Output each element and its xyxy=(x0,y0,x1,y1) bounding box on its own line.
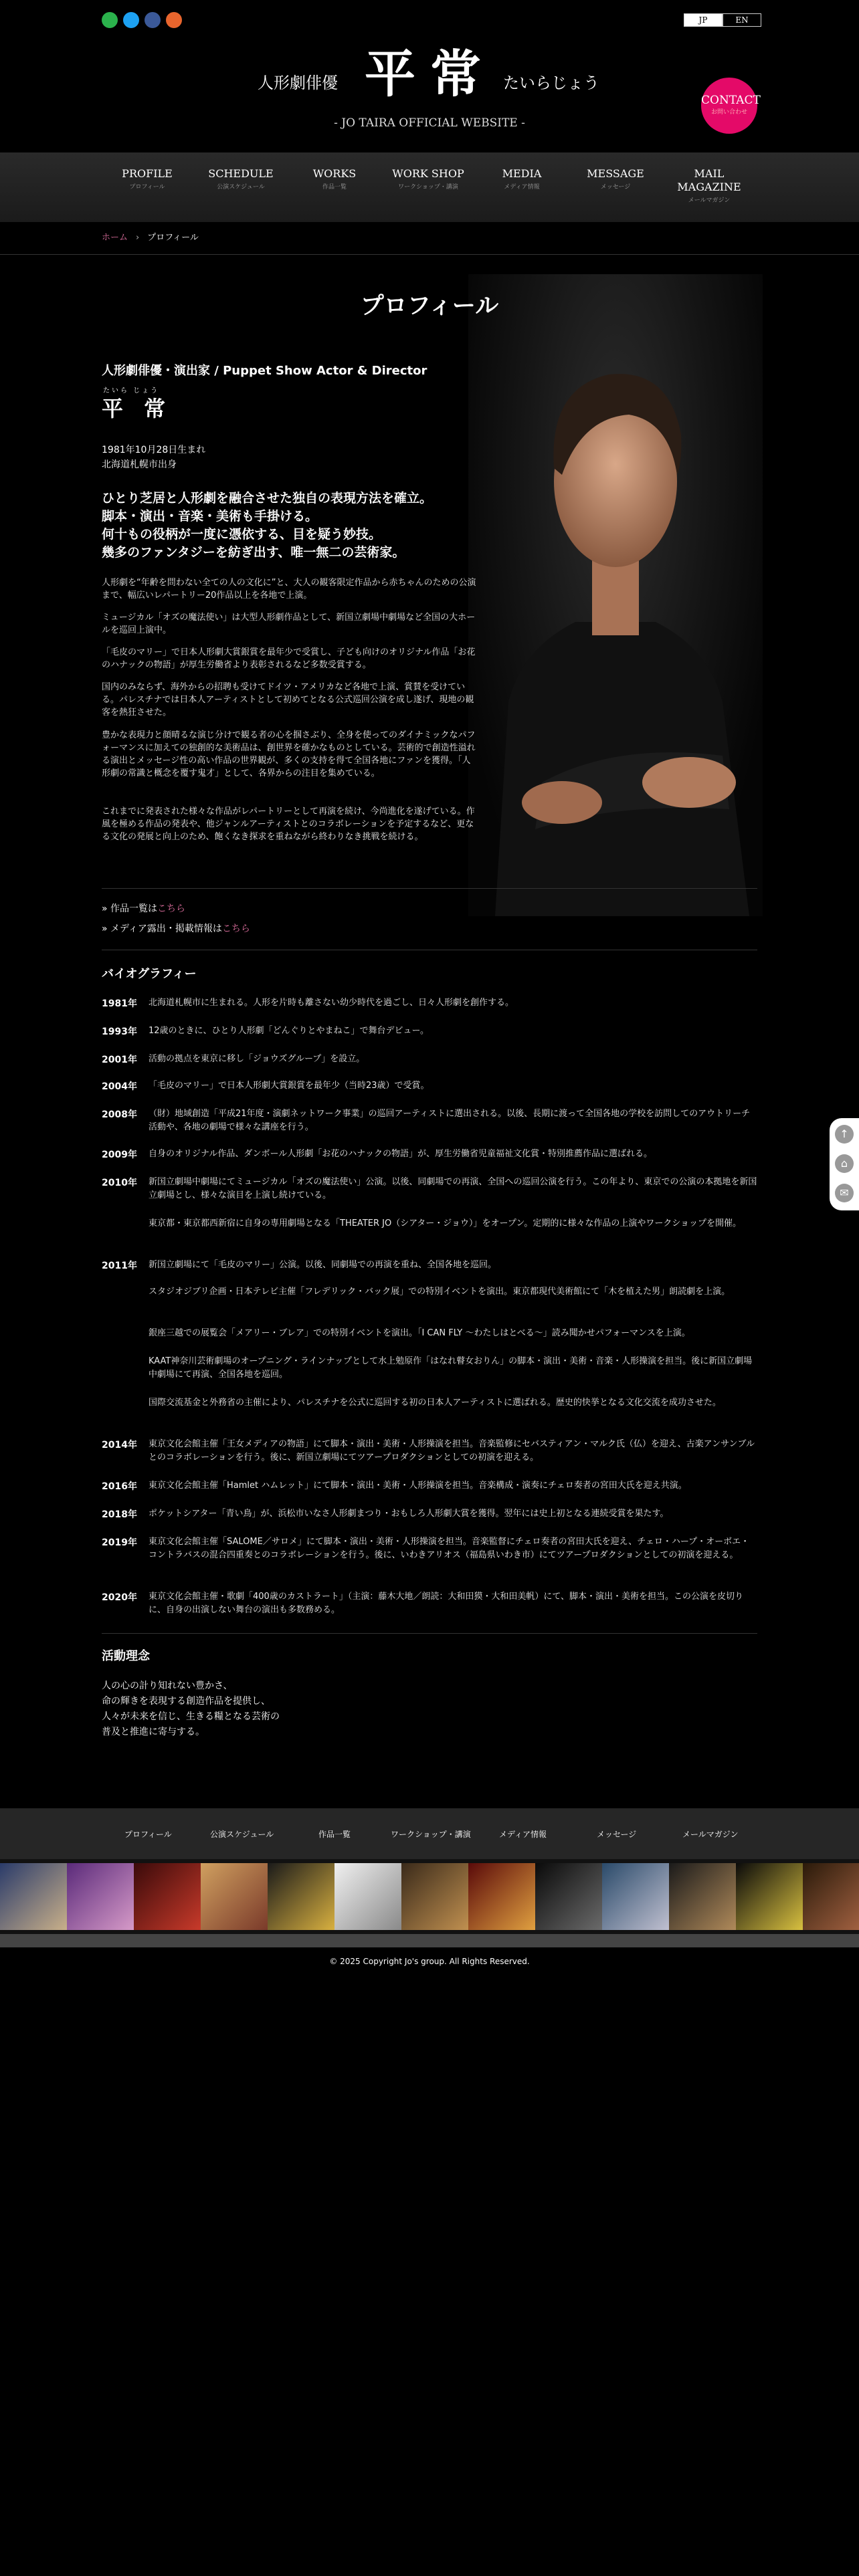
copyright: © 2025 Copyright Jo's group. All Rights Reserved. xyxy=(329,1957,530,1966)
site-header xyxy=(0,0,859,152)
bio-year: 2008年 xyxy=(102,1109,137,1120)
bio-text: 新国立劇場にて「毛皮のマリー」公演。以後、同劇場での再演を重ね、全国各地を巡回。 xyxy=(149,1260,497,1270)
footer-link-works[interactable]: 作品一覧 xyxy=(318,1830,351,1839)
name-ruby: たいら じょう xyxy=(103,387,160,395)
footer-link-media[interactable]: メディア情報 xyxy=(499,1830,547,1839)
contact-label: CONTACT xyxy=(701,94,761,107)
nav-sublabel: メールマガジン xyxy=(688,197,731,204)
gallery-photo xyxy=(335,1863,401,1930)
blog-icon[interactable] xyxy=(166,12,182,28)
bio-year: 1993年 xyxy=(102,1027,137,1037)
gallery-photo xyxy=(268,1863,335,1930)
line-icon[interactable] xyxy=(102,12,118,28)
profile-paragraph: 人形劇を“年齢を問わない全ての人の文化に”と、大人の観客限定作品から赤ちゃんのための公演まで、幅広いレパートリー20作品以上を各地で上演。 xyxy=(102,578,476,601)
footer-divider-bar xyxy=(0,1934,859,1947)
photo-gallery-strip xyxy=(0,1859,859,1934)
bio-text: 東京文化会館主催「SALOME／サロメ」にて脚本・演出・美術・人形操演を担当。音楽監督にチェロ奏者の宮田大氏を迎え、チェロ・ハープ・オーボエ・コントラバスの混合四重奏とのコラボレーションを行う。後に、いわきアリオス（福島県いわき市）にてツアープロダクションとしての初演を迎える。 xyxy=(149,1537,750,1560)
nav-media[interactable] xyxy=(475,167,569,191)
profile-paragraph: 豊かな表現力と顔晴るな演じ分けで観る者の心を掴さぶり、全身を使ってのダイナミックなパフォーマンスに加えての独創的な美術品は、創世界を確かなものとしている。芸術的で創造性溢れる演出とメッセージ性の高い作品の世界観が、多くの支持を得て全国各地にファンを獲得。「人形劇の常識と概念を覆す鬼才」として、各界からの注目を集めている。 xyxy=(102,730,476,778)
biography-title: バイオグラフィー xyxy=(102,967,197,981)
works-link-row xyxy=(102,901,185,915)
bio-text: KAAT神奈川芸術劇場のオープニング・ラインナップとして水上勉原作「はなれ瞽女おりん」の脚本・演出・美術・音楽・人形操演を担当。後に新国立劇場中劇場にて再演、全国各地を巡回。 xyxy=(149,1356,753,1380)
social-links xyxy=(102,12,182,28)
nav-works[interactable] xyxy=(288,167,381,191)
bio-year: 1981年 xyxy=(102,998,137,1009)
divider xyxy=(0,254,859,255)
nav-schedule[interactable] xyxy=(194,167,288,191)
bio-year: 2001年 xyxy=(102,1055,137,1065)
logo-reading: たいらじょう xyxy=(503,74,599,92)
nav-sublabel: メディア情報 xyxy=(504,184,540,191)
bio-text: 12歳のときに、ひとり人形劇「どんぐりとやまねこ」で舞台デビュー。 xyxy=(149,1026,430,1036)
bio-year: 2009年 xyxy=(102,1150,137,1160)
site-tagline: - JO TAIRA OFFICIAL WEBSITE - xyxy=(334,116,525,130)
bio-text: （財）地域創造「平成21年度・演劇ネットワーク事業」の巡回アーティストに選出される。以後、長期に渡って全国各地の学校を訪問してのアウトリーチ活動や、各地の劇場で様々な講座を行う。 xyxy=(149,1109,751,1132)
gallery-photo xyxy=(134,1863,201,1930)
nav-sublabel: メッセージ xyxy=(600,184,631,191)
bio-text: 東京文化会館主催「王女メディアの物語」にて脚本・演出・美術・人形操演を担当。音楽監修にセバスティアン・マルク氏（仏）を迎え、古楽アンサンブルとのコラボレーションを行う。後に、新国立劇場にてツアープロダクションとしての初演を迎える。 xyxy=(149,1439,755,1463)
footer-link-workshop[interactable]: ワークショップ・講演 xyxy=(391,1830,471,1839)
divider xyxy=(102,888,757,889)
profile-birth: 1981年10月28日生まれ 北海道札幌市出身 xyxy=(102,445,206,470)
nav-label: SCHEDULE xyxy=(208,167,274,180)
media-link-row xyxy=(102,922,250,935)
gallery-photo xyxy=(736,1863,803,1930)
global-nav xyxy=(0,152,859,222)
bio-text: 銀座三越での展覧会「メアリー・ブレア」での特別イベントを演出。「I CAN FLY 〜わたしはとべる〜」読み聞かせパフォーマンスを上演。 xyxy=(149,1328,690,1338)
bio-year: 2020年 xyxy=(102,1592,137,1603)
nav-sublabel: 作品一覧 xyxy=(322,184,347,191)
bio-text: 新国立劇場中劇場にてミュージカル「オズの魔法使い」公演。以後、同劇場での再演、全国への巡回公演を行う。この年より、東京での公演の本拠地を新国立劇場とし、様々な演目を上演し続けている。 xyxy=(149,1177,757,1200)
bio-year: 2011年 xyxy=(102,1261,137,1271)
nav-label: WORKS xyxy=(312,167,357,180)
bio-text: 自身のオリジナル作品、ダンボール人形劇「お花のハナックの物語」が、厚生労働省児童福祉文化賞・特別推薦作品に選ばれる。 xyxy=(149,1149,652,1159)
works-link[interactable]: こちら xyxy=(157,903,186,914)
footer-link-schedule[interactable]: 公演スケジュール xyxy=(210,1830,274,1839)
gallery-photo xyxy=(201,1863,268,1930)
contact-button[interactable] xyxy=(701,78,761,134)
media-link[interactable]: こちら xyxy=(221,924,250,934)
logo-subtitle: 人形劇俳優 xyxy=(258,74,338,92)
nav-label: MAIL MAGAZINE xyxy=(677,167,741,193)
profile-paragraph: これまでに発表された様々な作品がレパートリーとして再演を続け、今尚進化を遂げている。作風を極める作品の発表や、他ジャンルアーティストとのコラボレーションを予定するなど、更なる文化の発展と向上のため、飽くなき探求を重ねながら終わりなき挑戦を続ける。 xyxy=(102,807,475,842)
bio-text: スタジオジブリ企画・日本テレビ主催「フレデリック・バック展」での特別イベントを演出。東京都現代美術館にて「木を植えた男」朗読劇を上演。 xyxy=(149,1287,731,1297)
gallery-photo xyxy=(468,1863,535,1930)
side-tools xyxy=(830,1118,859,1210)
link-prefix: » メディア露出・掲載情報は xyxy=(102,924,222,934)
nav-label: MEDIA xyxy=(502,167,542,180)
lang-en-button[interactable]: EN xyxy=(723,13,761,27)
nav-message[interactable] xyxy=(569,167,662,191)
gallery-photo xyxy=(669,1863,736,1930)
profile-paragraph: 国内のみならず、海外からの招聘も受けてドイツ・アメリカなど各地で上演、賞賛を受けている。パレスチナでは日本人アーティストとして初めてとなる公式巡回公演を成し遂げ、現地の観客を熱狂させた。 xyxy=(102,682,474,718)
philosophy-text: 人の心の計り知れない豊かさ、 命の輝きを表現する創造作品を提供し、 人々が未来を信じ、生きる糧となる芸術の 普及と推進に寄与する。 xyxy=(102,1681,280,1737)
footer-link-mail-magazine[interactable]: メールマガジン xyxy=(682,1830,739,1839)
nav-label: WORK SHOP xyxy=(392,167,464,180)
bio-text: 国際交流基金と外務省の主催により、パレスチナを公式に巡回する初の日本人アーティストに選ばれる。歴史的快挙となる文化交流を成功させた。 xyxy=(149,1398,721,1408)
facebook-icon[interactable] xyxy=(145,12,161,28)
profile-catchcopy: ひとり芝居と人形劇を融合させた独自の表現方法を確立。 脚本・演出・音楽・美術も手掛ける。 何十もの役柄が一度に憑依する、目を疑う妙技。 幾多のファンタジーを紡ぎ出す、唯一無二の芸術家。 xyxy=(102,491,433,560)
nav-profile[interactable] xyxy=(100,167,194,191)
nav-sublabel: ワークショップ・講演 xyxy=(398,184,458,191)
bio-year: 2018年 xyxy=(102,1509,137,1520)
gallery-photo xyxy=(67,1863,134,1930)
nav-sublabel: プロフィール xyxy=(129,184,165,191)
page-title: プロフィール xyxy=(360,293,499,320)
bio-year: 2019年 xyxy=(102,1537,137,1548)
nav-workshop[interactable] xyxy=(381,167,475,191)
gallery-photo xyxy=(401,1863,468,1930)
gallery-photo xyxy=(803,1863,859,1930)
breadcrumb-home-link[interactable]: ホーム xyxy=(102,233,128,243)
profile-role: 人形劇俳優・演出家 / Puppet Show Actor & Director xyxy=(102,364,427,378)
bio-text: 東京都・東京都西新宿に自身の専用劇場となる「THEATER JO（シアター・ジョウ）」をオープン。定期的に様々な作品の上演やワークショップを開催。 xyxy=(149,1218,742,1228)
divider xyxy=(102,1633,757,1634)
bio-year: 2016年 xyxy=(102,1481,137,1492)
footer-link-message[interactable]: メッセージ xyxy=(597,1830,637,1839)
breadcrumb-current: プロフィール xyxy=(147,233,199,243)
nav-sublabel: 公演スケジュール xyxy=(217,184,265,191)
lang-jp-button[interactable]: JP xyxy=(684,13,723,27)
breadcrumb xyxy=(102,230,199,243)
footer-link-profile[interactable]: プロフィール xyxy=(124,1830,172,1839)
philosophy-title: 活動理念 xyxy=(102,1649,150,1663)
gallery-photo xyxy=(0,1863,67,1930)
bio-text: ポケットシアター「青い鳥」が、浜松市いなさ人形劇まつり・おもしろ人形劇大賞を獲得。翌年には史上初となる連続受賞を果たす。 xyxy=(149,1509,669,1519)
site-logo[interactable]: 平常 xyxy=(365,44,496,104)
footer-nav xyxy=(0,1808,859,1859)
gallery-photo xyxy=(602,1863,669,1930)
bio-text: 「毛皮のマリー」で日本人形劇大賞銀賞を最年少（当時23歳）で受賞。 xyxy=(149,1081,430,1091)
bio-text: 活動の拠点を東京に移し「ジョウズグループ」を設立。 xyxy=(149,1054,365,1064)
contact-sublabel: お問い合わせ xyxy=(710,109,747,116)
language-switcher xyxy=(684,13,761,27)
link-prefix: » 作品一覧は xyxy=(102,903,158,914)
profile-name: 平 常 xyxy=(102,396,173,421)
bio-text: 東京文化会館主催「Hamlet ハムレット」にて脚本・演出・美術・人形操演を担当。音楽構成・演奏にチェロ奏者の宮田大氏を迎え共演。 xyxy=(149,1481,687,1491)
nav-label: PROFILE xyxy=(122,167,173,180)
gallery-photo xyxy=(535,1863,602,1930)
profile-photo xyxy=(468,274,763,916)
mail-icon[interactable]: ✉ xyxy=(835,1184,854,1202)
bio-year: 2004年 xyxy=(102,1081,137,1092)
home-icon[interactable]: ⌂ xyxy=(835,1154,854,1173)
portrait-illustration xyxy=(468,274,763,916)
breadcrumb-separator: › xyxy=(136,233,140,243)
nav-label: MESSAGE xyxy=(587,167,644,180)
nav-mail-magazine[interactable] xyxy=(662,167,756,204)
bio-text: 北海道札幌市に生まれる。人形を片時も離さない幼少時代を過ごし、日々人形劇を創作する。 xyxy=(149,998,514,1008)
page-top-icon[interactable]: ↑ xyxy=(835,1125,854,1144)
twitter-icon[interactable] xyxy=(123,12,139,28)
profile-paragraph: 「毛皮のマリー」で日本人形劇大賞銀賞を最年少で受賞し、子ども向けのオリジナル作品「お花のハナックの物語」が厚生労働省より表彰されるなど多数受賞する。 xyxy=(102,647,476,670)
profile-paragraph: ミュージカル「オズの魔法使い」は大型人形劇作品として、新国立劇場中劇場など全国の大ホールを巡回上演中。 xyxy=(102,613,476,635)
bio-text: 東京文化会館主催・歌劇「400歳のカストラート」（主演：藤木大地／朗読：大和田獏・大和田美帆）にて、脚本・演出・美術を担当。この公演を皮切りに、自身の出演しない舞台の演出も多数務める。 xyxy=(149,1592,744,1615)
bio-year: 2014年 xyxy=(102,1440,137,1451)
bio-year: 2010年 xyxy=(102,1178,137,1188)
